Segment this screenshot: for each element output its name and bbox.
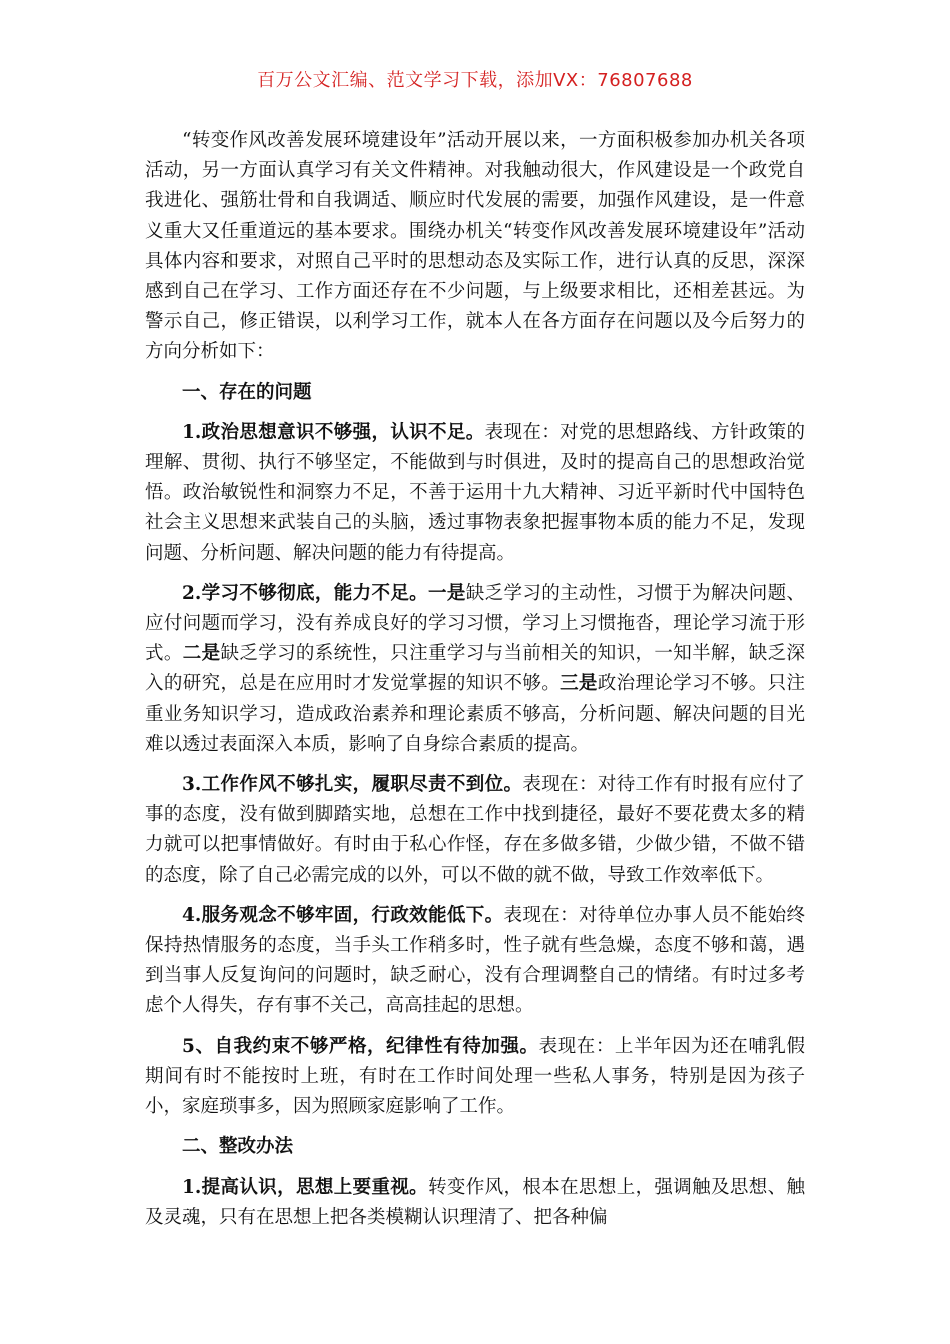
intro-paragraph: “转变作风改善发展环境建设年”活动开展以来，一方面积极参加办机关各项活动，另一方面认真学习有关文件精神。对我触动很大，作风建设是一个政党自我进化、强筋壮骨和自我调适、顺应时代发展的需要，加强作风建设，是一件意义重大又任重道远的基本要求。围绕办机关“转变作风改善发展环境建设年”活动具体内容和要求，对照自己平时的思想动态及实际工作，进行认真的反思，深深感到自己在学习、工作方面还存在不少问题，与上级要求相比，还相差甚远。为警示自己，修正错误，以利学习工作，就本人在各方面存在问题以及今后努力的方向分析如下： bbox=[145, 130, 805, 363]
measure-1-text: 转变作风，根本在思想上，强调触及思想、触及灵魂，只有在思想上把各类模糊认识理清了、把各种偏 bbox=[145, 1176, 805, 1228]
problem-3-text: 表现在：对待工作有时报有应付了事的态度，没有做到脚踏实地，总想在工作中找到捷径，最好不要花费太多的精力就可以把事情做好。有时由于私心作怪，存在多做多错，少做少错，不做不错的态度，除了自己必需完成的以外，可以不做的就不做，导致工作效率低下。 bbox=[145, 774, 805, 886]
problem-paragraph-1 bbox=[145, 418, 805, 569]
problem-2-point-3-label: 三是 bbox=[560, 673, 598, 695]
problem-paragraph-3 bbox=[145, 770, 805, 891]
section-heading-problems: 一、存在的问题 bbox=[182, 381, 312, 403]
problem-paragraph-2 bbox=[145, 579, 805, 760]
problem-paragraph-4 bbox=[145, 901, 805, 1022]
measure-1-title: 1.提高认识，思想上要重视。 bbox=[182, 1176, 429, 1198]
problem-2-point-1-text: 缺乏学习的主动性，习惯于为解决问题、应付问题而学习，没有养成良好的学习习惯，学习上习惯拖沓，理论学习流于形式。 bbox=[145, 582, 805, 665]
problem-1-title: 1.政治思想意识不够强，认识不足。 bbox=[182, 421, 485, 443]
document-body bbox=[145, 126, 805, 1233]
watermark-banner: 百万公文汇编、范文学习下载，添加VX：76807688 bbox=[257, 70, 693, 91]
problem-2-point-3-text: 政治理论学习不够。只注重业务知识学习，造成政治素养和理论素质不够高，分析问题、解决问题的目光难以透过表面深入本质，影响了自身综合素质的提高。 bbox=[145, 673, 805, 755]
problem-3-title: 3.工作作风不够扎实，履职尽责不到位。 bbox=[182, 774, 523, 796]
problem-2-title: 2.学习不够彻底，能力不足。 bbox=[182, 582, 429, 604]
problem-1-text: 表现在：对党的思想路线、方针政策的理解、贯彻、执行不够坚定，不能做到与时俱进，及时的提高自己的思想政治觉悟。政治敏锐性和洞察力不足，不善于运用十九大精神、习近平新时代中国特色社会主义思想来武装自己的头脑，透过事物表象把握事物本质的能力不足，发现问题、分析问题、解决问题的能力有待提高。 bbox=[145, 421, 805, 564]
problem-2-point-2-label: 二是 bbox=[182, 643, 221, 665]
problem-5-title: 5、自我约束不够严格，纪律性有待加强。 bbox=[182, 1035, 539, 1057]
measure-paragraph-1 bbox=[145, 1173, 805, 1233]
problem-4-text: 表现在：对待单位办事人员不能始终保持热情服务的态度，当手头工作稍多时，性子就有些急燥，态度不够和蔼，遇到当事人反复询问的问题时，缺乏耐心，没有合理调整自己的情绪。有时过多考虑个人得失，存有事不关己，高高挂起的思想。 bbox=[145, 904, 805, 1017]
problem-2-point-1-label: 一是 bbox=[428, 582, 466, 604]
section-heading-rectification: 二、整改办法 bbox=[182, 1136, 294, 1158]
problem-paragraph-5 bbox=[145, 1032, 805, 1123]
problem-5-text: 表现在：上半年因为还在哺乳假期间有时不能按时上班，有时在工作时间处理一些私人事务，特别是因为孩子小，家庭琐事多，因为照顾家庭影响了工作。 bbox=[145, 1035, 805, 1118]
problem-2-point-2-text: 缺乏学习的系统性，只注重学习与当前相关的知识，一知半解，缺乏深入的研究，总是在应用时才发觉掌握的知识不够。 bbox=[145, 643, 805, 695]
problem-4-title: 4.服务观念不够牢固，行政效能低下。 bbox=[182, 904, 504, 926]
